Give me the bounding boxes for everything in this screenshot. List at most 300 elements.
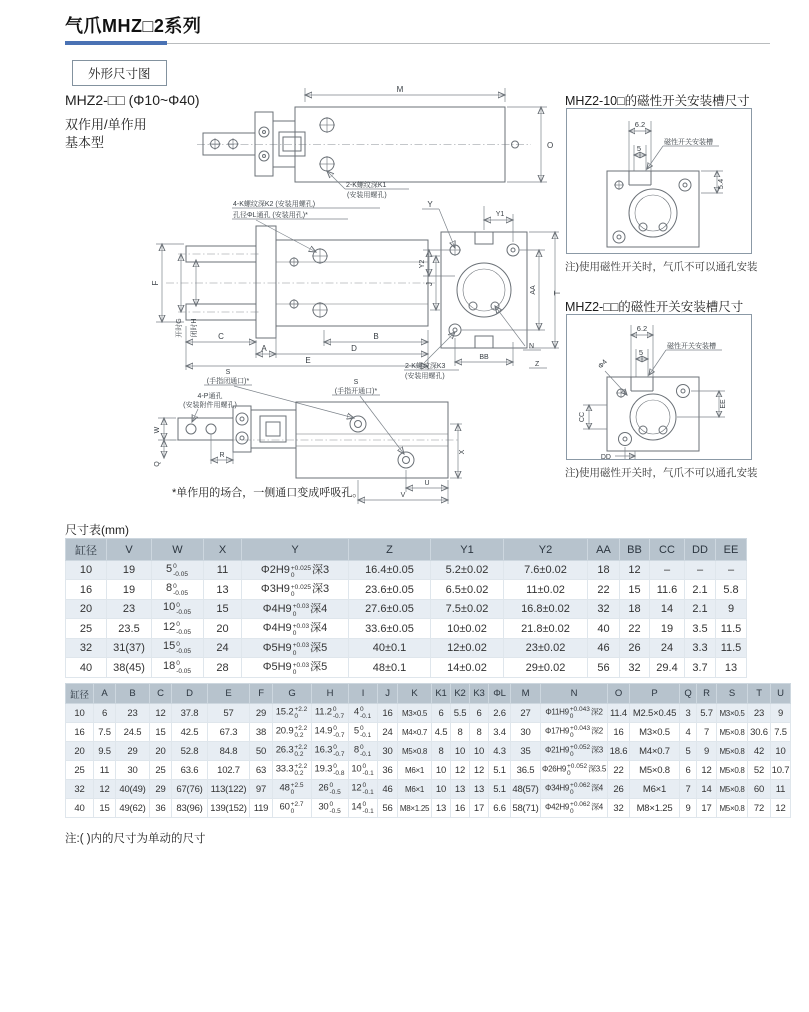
table-cell: 26 — [620, 638, 650, 657]
table-cell: 14±0.02 — [431, 658, 504, 677]
table-cell: 5 0 -0.1 — [349, 723, 378, 742]
dim-label-x: X — [459, 449, 466, 455]
table-cell: 8 0 -0.1 — [349, 742, 378, 761]
table-cell: 49(62) — [116, 799, 150, 818]
table-cell: 40 — [588, 619, 620, 638]
table-cell: 28 — [204, 658, 242, 677]
table-cell: M6×1 — [398, 780, 432, 799]
table-cell: M6×1 — [398, 761, 432, 780]
callout-k1-thread-sub: (安装用螺孔) — [347, 192, 387, 199]
table-cell: 10 — [432, 761, 451, 780]
table-cell: 11.6 — [650, 580, 685, 599]
callout-k2-thread: 4-K螺纹深K2 (安装用螺孔) — [233, 201, 316, 208]
table-cell: 37.8 — [172, 704, 208, 723]
column-header: K2 — [451, 684, 470, 704]
table-cell: 11.4 — [608, 704, 630, 723]
table-cell: 16 — [451, 799, 470, 818]
table-cell: 24 — [378, 723, 398, 742]
table-cell: 5.1 — [489, 761, 511, 780]
table-cell: 63 — [250, 761, 273, 780]
column-header: BB — [620, 539, 650, 561]
column-header: B — [116, 684, 150, 704]
section-label-dimension-diagram: 外形尺寸图 — [72, 60, 167, 86]
table-cell: 10.7 — [771, 761, 791, 780]
dim-label-6-2: 6.2 — [636, 324, 648, 333]
callout-s-open: S — [353, 379, 359, 386]
table-cell: 11 — [204, 561, 242, 580]
table-cell: 19 — [107, 561, 152, 580]
table-cell: 36 — [150, 799, 172, 818]
column-header: C — [150, 684, 172, 704]
table-cell: 30 — [378, 742, 398, 761]
table-cell: 63.6 — [172, 761, 208, 780]
table-cell: M5×0.8 — [717, 780, 748, 799]
table-row — [66, 619, 747, 638]
table-cell: 56 — [588, 658, 620, 677]
table-cell: 7.6±0.02 — [504, 561, 588, 580]
table-cell: 2.6 — [489, 704, 511, 723]
table-cell: 25 — [66, 619, 107, 638]
dim-label-j: J — [425, 282, 434, 286]
column-header: H — [312, 684, 349, 704]
table-cell: Φ5H9 +0.03 0 深5 — [242, 638, 349, 657]
table-cell: 29 — [250, 704, 273, 723]
table-cell: 17 — [697, 799, 717, 818]
table-cell: – — [685, 561, 716, 580]
table-cell: – — [716, 561, 747, 580]
table-cell: 2.1 — [685, 580, 716, 599]
table-cell: 6 — [680, 761, 697, 780]
table-cell: 23 — [107, 599, 152, 618]
table-cell: 5 0 -0.05 — [152, 561, 204, 580]
dim-label-q: Q — [154, 461, 161, 467]
table-cell: 24.5 — [116, 723, 150, 742]
callout-k1-thread: 2-K螺纹深K1 — [346, 182, 387, 189]
table-cell: 6.6 — [489, 799, 511, 818]
dim-label-close-h: 闭时H — [191, 318, 198, 338]
table-cell: M6×1 — [630, 780, 680, 799]
table-cell: 48 +2.5 0 — [273, 780, 312, 799]
dim-label-5: 5 — [638, 348, 644, 357]
table-cell: 119 — [250, 799, 273, 818]
table-cell: 42 — [748, 742, 771, 761]
switch-panel-box-2 — [566, 314, 752, 460]
top-view-drawing — [195, 85, 565, 203]
callout-k3-thread-sub: (安装用螺孔) — [405, 373, 445, 380]
table-cell: 22 — [588, 580, 620, 599]
table-cell: 14 — [650, 599, 685, 618]
table-row — [66, 780, 791, 799]
table-cell: 4 0 -0.1 — [349, 704, 378, 723]
table-cell: 11±0.02 — [504, 580, 588, 599]
dim-label-n: N — [529, 343, 535, 350]
table-cell: 32 — [66, 780, 94, 799]
table-cell: 23 — [116, 704, 150, 723]
table-cell: 7 — [680, 780, 697, 799]
table-cell: 9 — [680, 799, 697, 818]
table-cell: 19.3 0 -0.8 — [312, 761, 349, 780]
table-cell: 16 — [66, 580, 107, 599]
table-cell: 46 — [378, 780, 398, 799]
dimension-table-1-grid — [65, 538, 747, 678]
table-cell: M5×0.8 — [717, 723, 748, 742]
table-cell: 3.7 — [685, 658, 716, 677]
column-header: Y2 — [504, 539, 588, 561]
table-cell: Φ4H9 +0.03 0 深4 — [242, 599, 349, 618]
table-cell: 19 — [650, 619, 685, 638]
table-row — [66, 723, 791, 742]
table-cell: 9 — [697, 742, 717, 761]
dimension-table-1 — [65, 538, 746, 678]
dim-label-a: A — [261, 344, 267, 353]
column-header: M — [511, 684, 541, 704]
table-cell: 15 — [150, 723, 172, 742]
dim-label-m: M — [396, 85, 404, 94]
table-cell: 12 — [150, 704, 172, 723]
callout-4p-hole: 4-P通孔 — [197, 393, 223, 400]
table-cell: 113(122) — [208, 780, 250, 799]
dim-label-f: F — [151, 280, 160, 286]
table-cell: 9 — [716, 599, 747, 618]
table-cell: 9 — [771, 704, 791, 723]
column-header: U — [771, 684, 791, 704]
callout-s-open-sub: (手指开通口)* — [334, 388, 378, 395]
dim-label-open-g: 开时G — [176, 318, 183, 338]
table-cell: 40±0.1 — [349, 638, 431, 657]
dim-label-y1: Y1 — [495, 211, 505, 218]
table-cell: 11 — [94, 761, 116, 780]
table-cell: 10±0.02 — [431, 619, 504, 638]
table-cell: 58(71) — [511, 799, 541, 818]
switch-panel-note-1: 注)使用磁性开关时，气爪不可以通孔安装 — [565, 261, 758, 273]
table-cell: 7.5±0.02 — [431, 599, 504, 618]
single-acting-footnote: *单作用的场合，一侧通口变成呼吸孔。 — [172, 487, 364, 499]
table-cell: 26 — [608, 780, 630, 799]
switch-panel-box-1 — [566, 108, 752, 254]
switch-panel-title-mhz2-10: MHZ2-10□的磁性开关安装槽尺寸 — [565, 94, 750, 108]
table-cell: 20 — [66, 599, 107, 618]
front-view-drawing — [148, 196, 438, 374]
table-cell: 23.6±0.05 — [349, 580, 431, 599]
table-cell: 18 0 -0.05 — [152, 658, 204, 677]
table-cell: 27 — [511, 704, 541, 723]
table-cell: 32 — [66, 638, 107, 657]
table-cell: 29 — [150, 780, 172, 799]
callout-s-close-sub: (手指闭通口)* — [206, 378, 250, 385]
table-cell: 5 — [680, 742, 697, 761]
table-row — [66, 658, 747, 677]
table-cell: 5.8 — [716, 580, 747, 599]
dimension-table-2 — [65, 683, 791, 818]
table-cell: 12 0 -0.1 — [349, 780, 378, 799]
table-cell: 30 0 -0.5 — [312, 799, 349, 818]
table-cell: 16 — [66, 723, 94, 742]
switch-panel-title-mhz2: MHZ2-□□的磁性开关安装槽尺寸 — [565, 300, 744, 314]
column-header: K — [398, 684, 432, 704]
switch-groove-drawing-2 — [567, 315, 752, 460]
table-cell: 48(57) — [511, 780, 541, 799]
table-cell: 32 — [608, 799, 630, 818]
table-cell: 38 — [250, 723, 273, 742]
bottom-note: 注:( )内的尺寸为单动的尺寸 — [65, 833, 206, 845]
table-cell: 19 — [107, 580, 152, 599]
column-header: EE — [716, 539, 747, 561]
dim-label-r: R — [219, 452, 225, 459]
table-cell: 5.1 — [489, 780, 511, 799]
table-cell: 36 — [378, 761, 398, 780]
table-cell: 36.5 — [511, 761, 541, 780]
table-cell: 30.6 — [748, 723, 771, 742]
table-cell: 46 — [588, 638, 620, 657]
table-cell: 4.3 — [489, 742, 511, 761]
table-cell: 42.5 — [172, 723, 208, 742]
column-header: DD — [685, 539, 716, 561]
table-cell: 15 — [94, 799, 116, 818]
table-cell: M3×0.5 — [630, 723, 680, 742]
table-row — [66, 704, 791, 723]
table-cell: 25 — [66, 761, 94, 780]
table-cell: 8 — [432, 742, 451, 761]
end-view-drawing — [403, 196, 568, 382]
table-cell: 3.4 — [489, 723, 511, 742]
table-cell: 12 — [771, 799, 791, 818]
table-cell: 5.5 — [451, 704, 470, 723]
table-cell: 52 — [748, 761, 771, 780]
column-header: K3 — [470, 684, 489, 704]
table-cell: 31(37) — [107, 638, 152, 657]
dim-label-ee: EE — [720, 399, 727, 409]
table-header-row — [66, 539, 747, 561]
table-cell: 9.5 — [94, 742, 116, 761]
table-cell: 20 — [150, 742, 172, 761]
table-cell: Φ34H9 +0.062 0 深4 — [541, 780, 608, 799]
table-cell: 24 — [650, 638, 685, 657]
table-cell: Φ4H9 +0.03 0 深4 — [242, 619, 349, 638]
table-cell: M4×0.7 — [398, 723, 432, 742]
groove-label: 磁性开关安装槽 — [664, 139, 713, 146]
dim-label-b: B — [373, 332, 379, 341]
table-cell: M4×0.7 — [630, 742, 680, 761]
table-cell: 50 — [250, 742, 273, 761]
table-row — [66, 599, 747, 618]
table-cell: 3.5 — [685, 619, 716, 638]
column-header: F — [250, 684, 273, 704]
column-header: Z — [349, 539, 431, 561]
table-cell: M5×0.8 — [398, 742, 432, 761]
table-cell: 16 — [378, 704, 398, 723]
dim-label-z: Z — [535, 361, 540, 368]
column-header: 缸径 — [66, 539, 107, 561]
table-cell: 11.5 — [716, 638, 747, 657]
column-header: CC — [650, 539, 685, 561]
column-header: Y1 — [431, 539, 504, 561]
table-cell: 60 — [748, 780, 771, 799]
table-cell: M8×1.25 — [398, 799, 432, 818]
table-cell: 38(45) — [107, 658, 152, 677]
table-cell: 3 — [680, 704, 697, 723]
title-underline-accent — [65, 41, 167, 45]
table-cell: 40(49) — [116, 780, 150, 799]
table-cell: 8 — [451, 723, 470, 742]
table-cell: 139(152) — [208, 799, 250, 818]
table-cell: 20.9 +2.2 0.2 — [273, 723, 312, 742]
table-cell: 97 — [250, 780, 273, 799]
table-row — [66, 561, 747, 580]
dim-label-t: T — [553, 290, 562, 296]
table-row — [66, 580, 747, 599]
callout-4p-hole-sub: (安装附件用螺孔) — [183, 402, 237, 409]
table-cell: M3×0.5 — [398, 704, 432, 723]
table-cell: 10 — [451, 742, 470, 761]
column-header: I — [349, 684, 378, 704]
table-cell: 29 — [116, 742, 150, 761]
table-cell: M8×1.25 — [630, 799, 680, 818]
table-row — [66, 742, 791, 761]
table-cell: 84.8 — [208, 742, 250, 761]
table-cell: 32 — [588, 599, 620, 618]
table-cell: 16.8±0.02 — [504, 599, 588, 618]
column-header: J — [378, 684, 398, 704]
table-cell: 5.2±0.02 — [431, 561, 504, 580]
table-row — [66, 761, 791, 780]
table-cell: M3×0.5 — [717, 704, 748, 723]
table-cell: 12 — [451, 761, 470, 780]
switch-groove-drawing-1 — [567, 109, 752, 254]
table-cell: 14 — [697, 780, 717, 799]
column-header: W — [152, 539, 204, 561]
table-cell: 7.5 — [94, 723, 116, 742]
table-cell: M2.5×0.45 — [630, 704, 680, 723]
table-cell: 13 — [451, 780, 470, 799]
table-cell: 6.5±0.02 — [431, 580, 504, 599]
table-cell: Φ21H9 +0.052 0 深3 — [541, 742, 608, 761]
table-cell: 29±0.02 — [504, 658, 588, 677]
table-cell: 48±0.1 — [349, 658, 431, 677]
table-cell: 15 0 -0.05 — [152, 638, 204, 657]
table-cell: M5×0.8 — [717, 742, 748, 761]
table-cell: 16 — [608, 723, 630, 742]
table-cell: 23±0.02 — [504, 638, 588, 657]
table-cell: 15 — [620, 580, 650, 599]
dim-label-5: 5 — [636, 144, 642, 153]
groove-label: 磁性开关安装槽 — [667, 343, 716, 350]
table-cell: Φ17H9 +0.043 0 深2 — [541, 723, 608, 742]
table-cell: 11.2 0 -0.7 — [312, 704, 349, 723]
table-cell: 10 — [771, 742, 791, 761]
table-cell: M5×0.8 — [630, 761, 680, 780]
column-header: Y — [242, 539, 349, 561]
table-cell: Φ5H9 +0.03 0 深5 — [242, 658, 349, 677]
column-header: D — [172, 684, 208, 704]
dim-label-e: E — [305, 356, 311, 365]
column-header: S — [717, 684, 748, 704]
table-row — [66, 638, 747, 657]
table-cell: 22 — [620, 619, 650, 638]
table-cell: 32 — [620, 658, 650, 677]
table-cell: 12 — [620, 561, 650, 580]
column-header: N — [541, 684, 608, 704]
table-cell: 26 0 -0.5 — [312, 780, 349, 799]
table-cell: 52.8 — [172, 742, 208, 761]
table-cell: 10 0 -0.05 — [152, 599, 204, 618]
table-cell: Φ2H9 +0.025 0 深3 — [242, 561, 349, 580]
table-cell: 72 — [748, 799, 771, 818]
table-cell: 83(96) — [172, 799, 208, 818]
table-cell: 33.6±0.05 — [349, 619, 431, 638]
table-cell: 13 — [716, 658, 747, 677]
table-cell: 57 — [208, 704, 250, 723]
column-header: ΦL — [489, 684, 511, 704]
table-cell: 67(76) — [172, 780, 208, 799]
table-cell: 20 — [204, 619, 242, 638]
action-type-text: 双作用/单作用 — [65, 117, 147, 132]
table-cell: 6 — [470, 704, 489, 723]
table-cell: 12 — [697, 761, 717, 780]
dim-label-u: U — [424, 480, 430, 487]
column-header: P — [630, 684, 680, 704]
dim-label-y: Y — [427, 200, 433, 209]
table-cell: 18.6 — [608, 742, 630, 761]
table-cell: 40 — [66, 658, 107, 677]
table-cell: 12 0 -0.05 — [152, 619, 204, 638]
table-cell: 15.2 +2.2 0 — [273, 704, 312, 723]
table-cell: 56 — [378, 799, 398, 818]
table-cell: 27.6±0.05 — [349, 599, 431, 618]
table-cell: 4.5 — [432, 723, 451, 742]
callout-k3-thread: 2-K螺纹深K3 — [405, 363, 446, 370]
table-cell: 12 — [94, 780, 116, 799]
column-header: K1 — [432, 684, 451, 704]
table-cell: 21.8±0.02 — [504, 619, 588, 638]
table-cell: M5×0.8 — [717, 799, 748, 818]
table-cell: 18 — [620, 599, 650, 618]
table-cell: M5×0.8 — [717, 761, 748, 780]
dim-label-5-4: 5.4 — [716, 178, 725, 190]
table-cell: 25 — [150, 761, 172, 780]
table-header-row — [66, 684, 791, 704]
column-header: Q — [680, 684, 697, 704]
column-header: AA — [588, 539, 620, 561]
page-title: 气爪MHZ□2系列 — [65, 16, 202, 36]
dimension-table-2-grid — [65, 683, 791, 818]
callout-l-hole: 孔径ΦL通孔 (安装用孔)* — [233, 212, 308, 219]
table-cell: 24 — [204, 638, 242, 657]
table-cell: 7.5 — [771, 723, 791, 742]
column-header: V — [107, 539, 152, 561]
column-header: O — [608, 684, 630, 704]
dim-label-aa: AA — [530, 285, 537, 295]
dim-label-d: D — [351, 344, 357, 353]
model-designation: MHZ2-□□ (Φ10~Φ40) — [65, 92, 200, 108]
table-cell: 10 — [432, 780, 451, 799]
table-cell: 12±0.02 — [431, 638, 504, 657]
table-cell: 13 — [470, 780, 489, 799]
table-cell: Φ42H9 +0.062 0 深4 — [541, 799, 608, 818]
table-cell: 16.3 0 -0.7 — [312, 742, 349, 761]
table-cell: 16.4±0.05 — [349, 561, 431, 580]
table-cell: 10 — [66, 704, 94, 723]
table-cell: 2.1 — [685, 599, 716, 618]
table-cell: 8 — [470, 723, 489, 742]
table-cell: 13 — [432, 799, 451, 818]
table-cell: 12 — [470, 761, 489, 780]
column-header: E — [208, 684, 250, 704]
table-cell: 13 — [204, 580, 242, 599]
table-cell: 29.4 — [650, 658, 685, 677]
dim-label-v: V — [400, 492, 406, 499]
table-cell: 6 — [94, 704, 116, 723]
table-cell: 7 — [697, 723, 717, 742]
